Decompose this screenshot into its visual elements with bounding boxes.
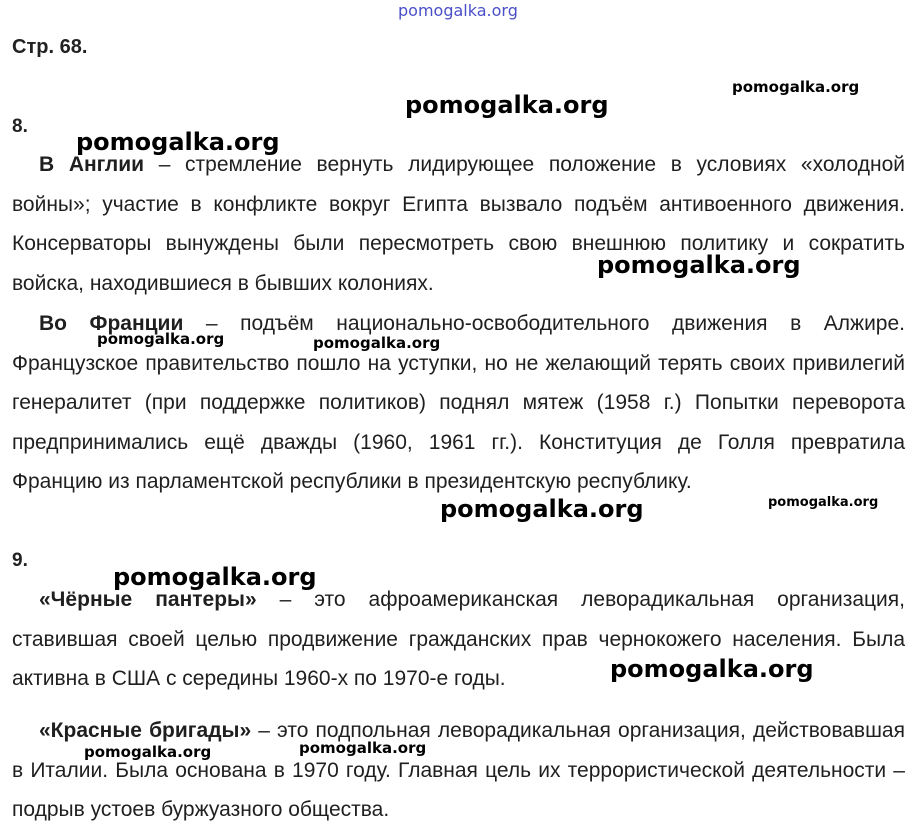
watermark: pomogalka.org (97, 330, 225, 348)
watermark: pomogalka.org (299, 739, 427, 757)
watermark: pomogalka.org (610, 655, 814, 683)
watermark: pomogalka.org (597, 251, 801, 279)
watermark: pomogalka.org (76, 128, 280, 156)
page-reference: Стр. 68. (12, 36, 88, 58)
watermark: pomogalka.org (313, 334, 441, 352)
paragraph-text: – подъём национально-освободительного движения в Алжире. Французское правительство пошло на уступки, но не желающий терять своих привилегий генералитет (при поддержке политиков) поднял мятеж (1958 г.) Попытки переворота предпринимались ещё дважды (1960, 1961 гг.). Конституция де Голля превратила Францию из парламентской республики в президентскую республику. (12, 312, 905, 493)
watermark: pomogalka.org (440, 495, 644, 523)
section-number: 8. (12, 116, 28, 137)
watermark: pomogalka.org (732, 78, 860, 96)
paragraph-lead: В Англии (39, 153, 145, 176)
watermark: pomogalka.org (113, 563, 317, 591)
site-watermark: pomogalka.org (398, 1, 518, 20)
paragraph-england (12, 145, 905, 303)
paragraph-lead: «Чёрные пантеры» (39, 588, 257, 611)
section-number: 9. (12, 550, 28, 571)
paragraph-red-brigades (12, 711, 905, 830)
watermark: pomogalka.org (84, 743, 212, 761)
watermark: pomogalka.org (405, 91, 609, 119)
paragraph-lead: «Красные бригады» (39, 719, 252, 742)
paragraph-text: – стремление вернуть лидирующее положение в условиях «холодной войны»; участие в конфликте вокруг Египта вызвало подъём антивоенного движения. Консерваторы вынуждены были пересмотреть свою внешнюю политику и сократить войска, находившиеся в бывших колониях. (12, 153, 906, 295)
paragraph-text: – это подпольная леворадикальная организация, действовавшая в Италии. Была основана в 1970 году. Главная цель их террористической деятельности – подрыв устоев буржуазного общества. (12, 719, 905, 821)
paragraph-text: – это афроамериканская леворадикальная организация, ставившая своей целью продвижение гражданских прав чернокожего населения. Была активна в США с середины 1960-х по 1970-е годы. (12, 588, 905, 690)
paragraph-lead: Во Франции (39, 312, 184, 335)
watermark: pomogalka.org (768, 495, 879, 510)
